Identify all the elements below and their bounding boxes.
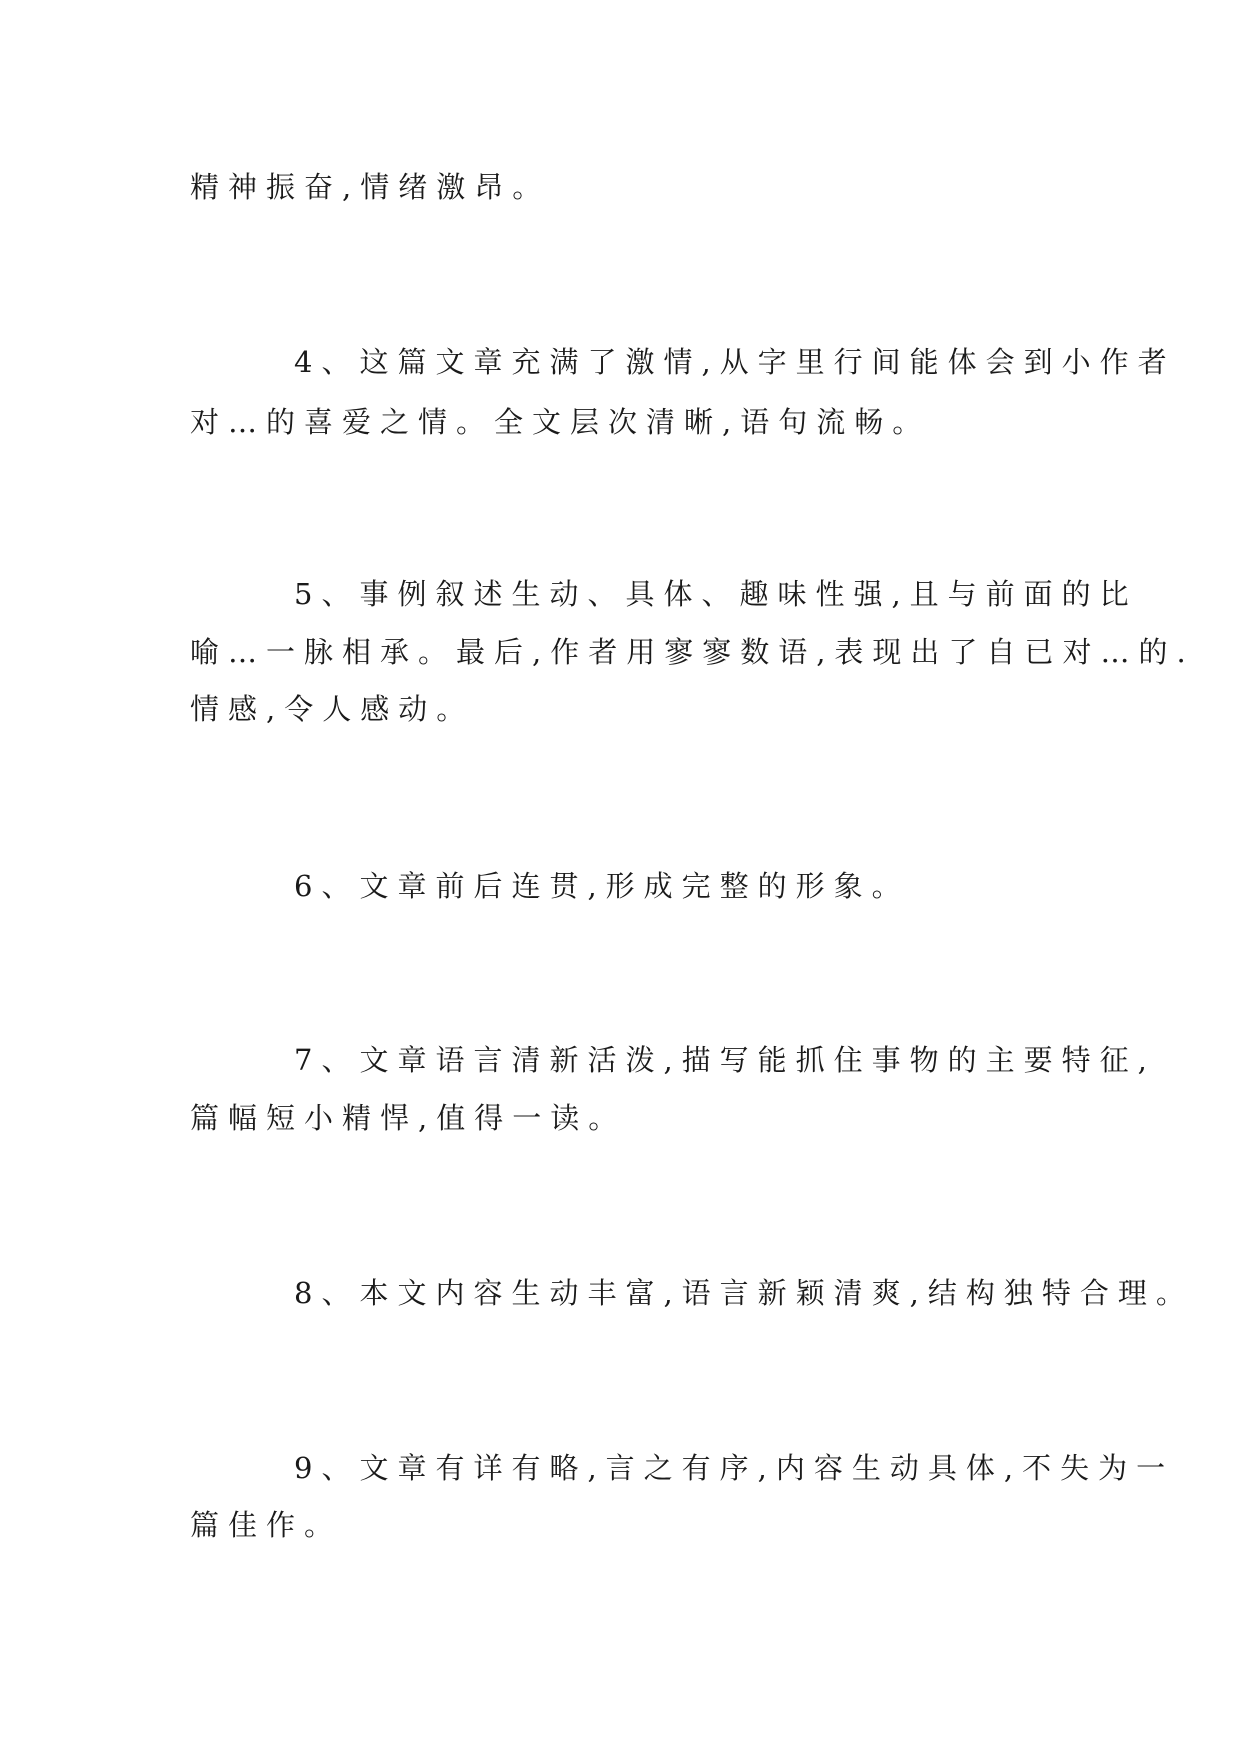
paragraph-5-line-3: 情感,令人感动。 [190,692,475,726]
paragraph-4-line-2: 对…的喜爱之情。全文层次清晰,语句流畅。 [190,405,931,439]
paragraph-3-tail-line: 精神振奋,情绪激昂。 [190,170,551,204]
paragraph-4-line-1: 4、这篇文章充满了激情,从字里行间能体会到小作者 [294,345,1176,379]
paragraph-6-line-1: 6、文章前后连贯,形成完整的形象。 [294,869,910,903]
paragraph-7-line-2: 篇幅短小精悍,值得一读。 [190,1101,627,1135]
paragraph-5-line-1: 5、事例叙述生动、具体、趣味性强,且与前面的比 [294,577,1138,611]
paragraph-9-line-1: 9、文章有详有略,言之有序,内容生动具体,不失为一 [294,1451,1175,1485]
paragraph-8-line-1: 8、本文内容生动丰富,语言新颖清爽,结构独特合理。 [294,1276,1194,1310]
paragraph-9-line-2: 篇佳作。 [190,1508,343,1542]
paragraph-7-line-1: 7、文章语言清新活泼,描写能抓住事物的主要特征, [294,1043,1156,1077]
paragraph-5-line-2: 喻…一脉相承。最后,作者用寥寥数语,表现出了自已对…的. [190,635,1195,669]
